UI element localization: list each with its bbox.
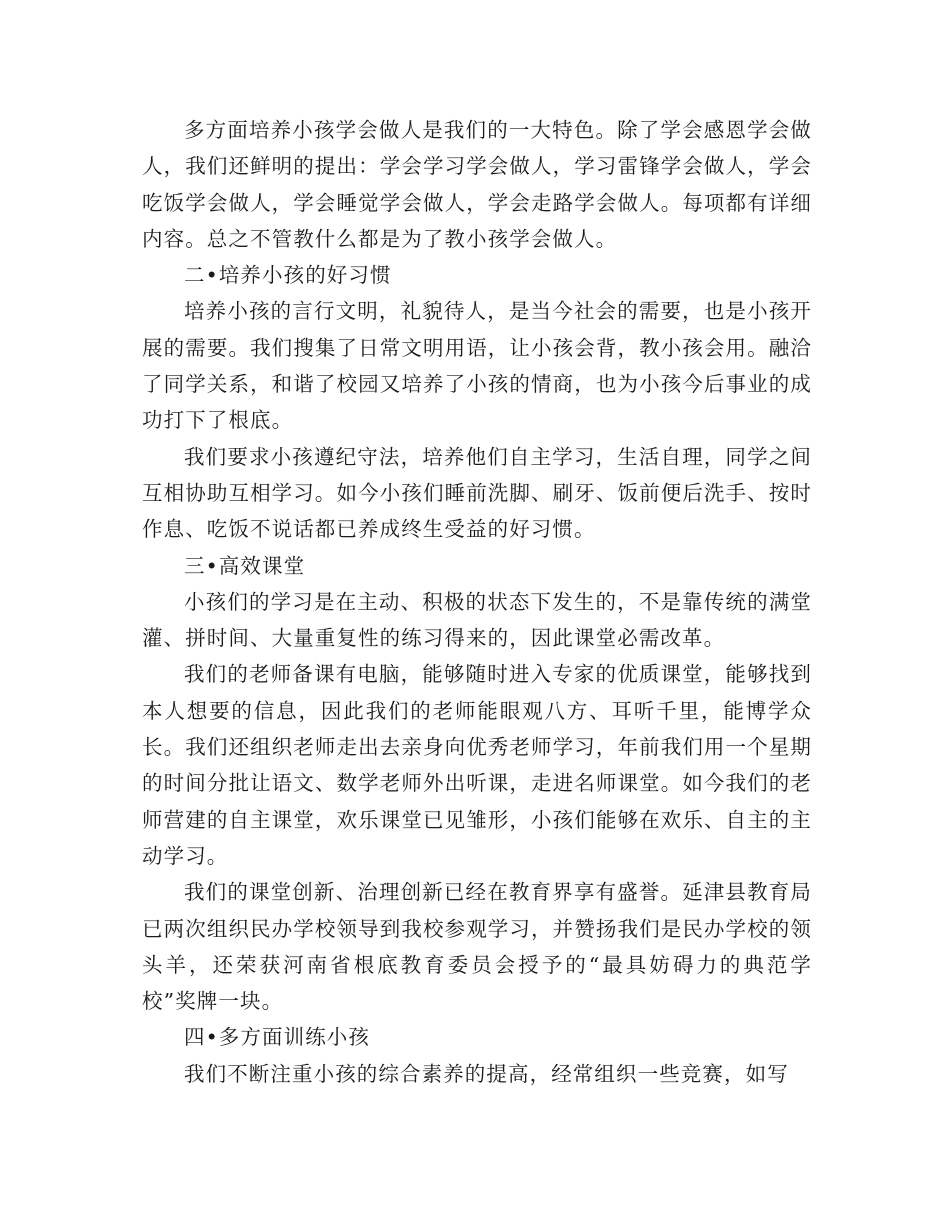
paragraph-active-learning: 小孩们的学习是在主动、积极的状态下发生的，不是靠传统的满堂灌、拼时间、大量重复性的练习得来的，因此课堂必需改革。 <box>142 589 812 651</box>
paragraph-innovation-honors: 我们的课堂创新、治理创新已经在教育界享有盛誉。延津县教育局已两次组织民办学校领导到我校参观学习，并赞扬我们是民办学校的领头羊，还荣获河南省根底教育委员会授予的“最具妨碍力的典范学校”奖牌一块。 <box>142 880 812 1014</box>
paragraph-teach-to-be-human: 多方面培养小孩学会做人是我们的一大特色。除了学会感恩学会做人，我们还鲜明的提出：学会学习学会做人，学习雷锋学会做人，学会吃饭学会做人，学会睡觉学会做人，学会走路学会做人。每项都有详细内容。总之不管教什么都是为了教小孩学会做人。 <box>142 118 812 251</box>
paragraph-discipline-habits: 我们要求小孩遵纪守法，培养他们自主学习，生活自理，同学之间互相协助互相学习。如今小孩们睡前洗脚、刷牙、饭前便后洗手、按时作息、吃饭不说话都已养成终生受益的好习惯。 <box>142 444 812 542</box>
document-body <box>142 112 812 1092</box>
paragraph-civil-manners: 培养小孩的言行文明，礼貌待人，是当今社会的需要，也是小孩开展的需要。我们搜集了日常文明用语，让小孩会背，教小孩会用。融洽了同学关系，和谐了校园又培养了小孩的情商，也为小孩今后事业的成功打下了根底。 <box>142 299 812 433</box>
section-heading-comprehensive-training: 四•多方面训练小孩 <box>184 1025 370 1050</box>
section-heading-good-habits: 二•培养小孩的好习惯 <box>184 263 392 288</box>
paragraph-competitions: 我们不断注重小孩的综合素养的提高，经常组织一些竞赛，如写 <box>184 1061 789 1086</box>
section-heading-efficient-classroom: 三•高效课堂 <box>184 553 306 578</box>
paragraph-teacher-training: 我们的老师备课有电脑，能够随时进入专家的优质课堂，能够找到本人想要的信息，因此我们的老师能眼观八方、耳听千里，能博学众长。我们还组织老师走出去亲身向优秀老师学习，年前我们用一个星期的时间分批让语文、数学老师外出听课，走进名师课堂。如今我们的老师营建的自主课堂，欢乐课堂已见雏形，小孩们能够在欢乐、自主的主动学习。 <box>142 662 812 868</box>
